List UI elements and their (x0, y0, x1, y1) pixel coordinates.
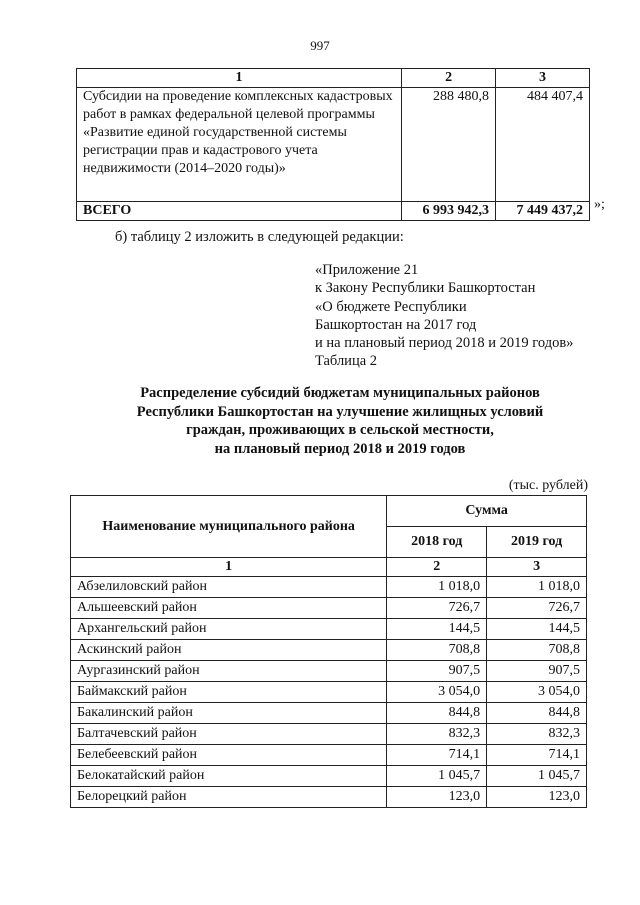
district-name: Бакалинский район (71, 703, 387, 724)
title-line: Распределение субсидий бюджетам муниципальных районов (140, 385, 540, 401)
district-name: Белебеевский район (71, 745, 387, 766)
value-2018: 123,0 (387, 787, 487, 808)
subsidies-distribution-table (70, 495, 587, 808)
header-2018: 2018 год (387, 527, 487, 558)
value-2019: 1 018,0 (487, 577, 587, 598)
paragraph-b: б) таблицу 2 изложить в следующей редакции: (115, 229, 404, 245)
table2-header-row (71, 496, 587, 527)
header-2019: 2019 год (487, 527, 587, 558)
total-label: ВСЕГО (77, 202, 402, 221)
table-row (71, 682, 587, 703)
value-2019: 1 045,7 (487, 766, 587, 787)
value-2018: 726,7 (387, 598, 487, 619)
total-value-col3: 7 449 437,2 (496, 202, 590, 221)
value-2018: 3 054,0 (387, 682, 487, 703)
total-value-col2: 6 993 942,3 (402, 202, 496, 221)
header-district-name: Наименование муниципального района (71, 496, 387, 558)
value-2019: 123,0 (487, 787, 587, 808)
title-line: Республики Башкортостан на улучшение жилищных условий (136, 403, 544, 420)
table2-col-2: 2 (387, 558, 487, 577)
row-value-col2: 288 480,8 (402, 88, 496, 202)
annex-header (315, 261, 573, 371)
annex-line: и на плановый период 2018 и 2019 годов» (315, 335, 574, 352)
table2-column-numbers (71, 558, 587, 577)
district-name: Белокатайский район (71, 766, 387, 787)
value-2019: 3 054,0 (487, 682, 587, 703)
annex-line: Башкортостан на 2017 год (315, 316, 477, 333)
value-2018: 714,1 (387, 745, 487, 766)
district-name: Белорецкий район (71, 787, 387, 808)
value-2019: 832,3 (487, 724, 587, 745)
value-2019: 726,7 (487, 598, 587, 619)
row-value-col3: 484 407,4 (496, 88, 590, 202)
table-row (71, 619, 587, 640)
value-2018: 907,5 (387, 661, 487, 682)
closing-quote: »; (594, 197, 605, 212)
table-row (71, 787, 587, 808)
table-row (71, 724, 587, 745)
annex-line: Таблица 2 (315, 353, 378, 370)
subsidies-table-continuation (76, 68, 590, 221)
table2-col-3: 3 (487, 558, 587, 577)
district-name: Балтачевский район (71, 724, 387, 745)
table2-body (71, 577, 587, 808)
value-2018: 1 018,0 (387, 577, 487, 598)
table1-row (77, 88, 590, 202)
table-row (71, 766, 587, 787)
value-2019: 907,5 (487, 661, 587, 682)
value-2019: 708,8 (487, 640, 587, 661)
value-2018: 1 045,7 (387, 766, 487, 787)
page-number: 997 (310, 38, 330, 53)
table1-column-numbers (77, 69, 590, 88)
title-line: граждан, проживающих в сельской местности, (186, 422, 494, 438)
table-row (71, 745, 587, 766)
table1-col-2: 2 (402, 69, 496, 88)
district-name: Альшеевский район (71, 598, 387, 619)
district-name: Абзелиловский район (71, 577, 387, 598)
value-2019: 844,8 (487, 703, 587, 724)
row-name: Субсидии на проведение комплексных кадастровых работ в рамках федеральной целевой программы «Развитие единой государственной системы регистрации прав и кадастрового учета недвижимости (2014–2020 годы)» (77, 88, 402, 202)
header-sum: Сумма (387, 496, 587, 527)
unit-note: (тыс. рублей) (508, 478, 588, 493)
district-name: Аургазинский район (71, 661, 387, 682)
district-name: Аскинский район (71, 640, 387, 661)
document-title (40, 384, 640, 458)
district-name: Баймакский район (71, 682, 387, 703)
table1-col-1: 1 (77, 69, 402, 88)
value-2018: 844,8 (387, 703, 487, 724)
annex-line: к Закону Республики Башкортостан (315, 280, 536, 297)
table-row (71, 598, 587, 619)
value-2019: 144,5 (487, 619, 587, 640)
table-row (71, 577, 587, 598)
district-name: Архангельский район (71, 619, 387, 640)
table1-col-3: 3 (496, 69, 590, 88)
title-line: на плановый период 2018 и 2019 годов (214, 440, 466, 457)
table-row (71, 703, 587, 724)
table2-col-1: 1 (71, 558, 387, 577)
value-2018: 708,8 (387, 640, 487, 661)
table-row (71, 640, 587, 661)
value-2018: 144,5 (387, 619, 487, 640)
value-2019: 714,1 (487, 745, 587, 766)
table-row (71, 661, 587, 682)
annex-line: «Приложение 21 (315, 262, 419, 278)
annex-line: «О бюджете Республики (315, 298, 467, 315)
value-2018: 832,3 (387, 724, 487, 745)
table1-total-row (77, 202, 590, 221)
